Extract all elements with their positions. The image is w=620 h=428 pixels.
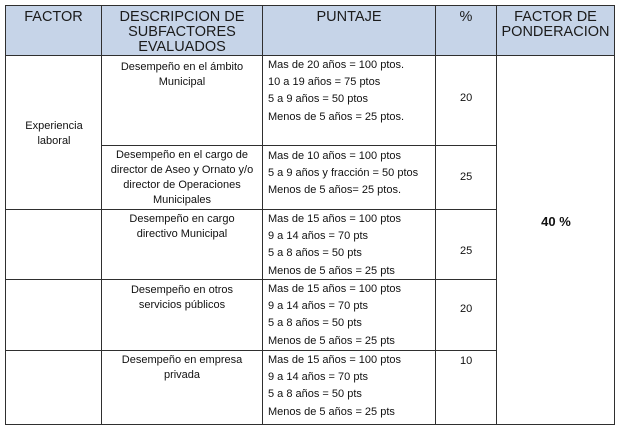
puntaje-line: Mas de 15 años = 100 ptos: [268, 283, 402, 295]
puntaje-line: Mas de 15 años = 100 ptos: [268, 354, 402, 366]
row-description: Desempeño en empresa privada: [121, 354, 243, 381]
puntaje-line: 5 a 9 años y fracción = 50 ptos: [268, 167, 419, 180]
row-description: Desempeño en el cargo de director de Aseo y Ornato y/o director de Operaciones Municipales: [110, 149, 254, 206]
factor-name: Experiencia laboral: [25, 120, 83, 147]
column-divider: [496, 55, 497, 425]
row-percentage: 25: [460, 171, 473, 183]
header-ponderacion: FACTOR DE PONDERACION: [496, 5, 615, 56]
row-description: Desempeño en el ámbito Municipal: [120, 61, 244, 88]
row-puntaje: [268, 57, 434, 126]
puntaje-line: 5 a 8 años = 50 pts: [268, 247, 362, 260]
header-puntaje: PUNTAJE: [262, 5, 436, 56]
row-percentage: 20: [460, 303, 473, 315]
puntaje-line: Menos de 5 años = 25 pts: [268, 264, 395, 277]
puntaje-line: 10 a 19 años = 75 ptos: [268, 76, 381, 89]
header-factor: FACTOR: [5, 5, 102, 56]
header-descripcion: DESCRIPCION DE SUBFACTORES EVALUADOS: [101, 5, 263, 56]
column-divider: [101, 55, 102, 425]
puntaje-line: Menos de 5 años = 25 ptos.: [268, 110, 405, 123]
puntaje-line: Mas de 10 años = 100 ptos: [268, 150, 402, 162]
puntaje-line: Menos de 5 años = 25 pts: [268, 334, 395, 347]
row-puntaje: [268, 352, 434, 421]
row-divider: [5, 350, 496, 351]
row-description: Desempeño en cargo directivo Municipal: [129, 213, 235, 240]
row-divider: [101, 145, 496, 146]
ponderacion-value: 40 %: [541, 214, 571, 229]
row-percentage: 20: [460, 92, 473, 104]
evaluation-table: [5, 5, 615, 425]
puntaje-line: 5 a 8 años = 50 pts: [268, 388, 362, 401]
puntaje-line: 9 a 14 años = 70 pts: [268, 230, 368, 243]
row-puntaje: [268, 211, 434, 280]
puntaje-line: Mas de 20 años = 100 ptos.: [268, 59, 405, 71]
puntaje-line: 5 a 8 años = 50 pts: [268, 317, 362, 330]
header-porcentaje: %: [435, 5, 497, 56]
puntaje-line: Mas de 15 años = 100 ptos: [268, 213, 402, 225]
column-divider: [262, 55, 263, 425]
puntaje-line: 5 a 9 años = 50 ptos: [268, 93, 368, 106]
row-percentage: 10: [460, 355, 473, 367]
puntaje-line: Menos de 5 años = 25 pts: [268, 405, 395, 418]
row-percentage: 25: [460, 245, 473, 257]
row-puntaje: [268, 148, 434, 200]
row-description: Desempeño en otros servicios públicos: [130, 284, 234, 311]
row-puntaje: [268, 281, 434, 350]
puntaje-line: 9 a 14 años = 70 pts: [268, 300, 368, 313]
puntaje-line: Menos de 5 años= 25 ptos.: [268, 184, 402, 197]
column-divider: [435, 55, 436, 425]
puntaje-line: 9 a 14 años = 70 pts: [268, 371, 368, 384]
row-divider: [5, 209, 496, 210]
